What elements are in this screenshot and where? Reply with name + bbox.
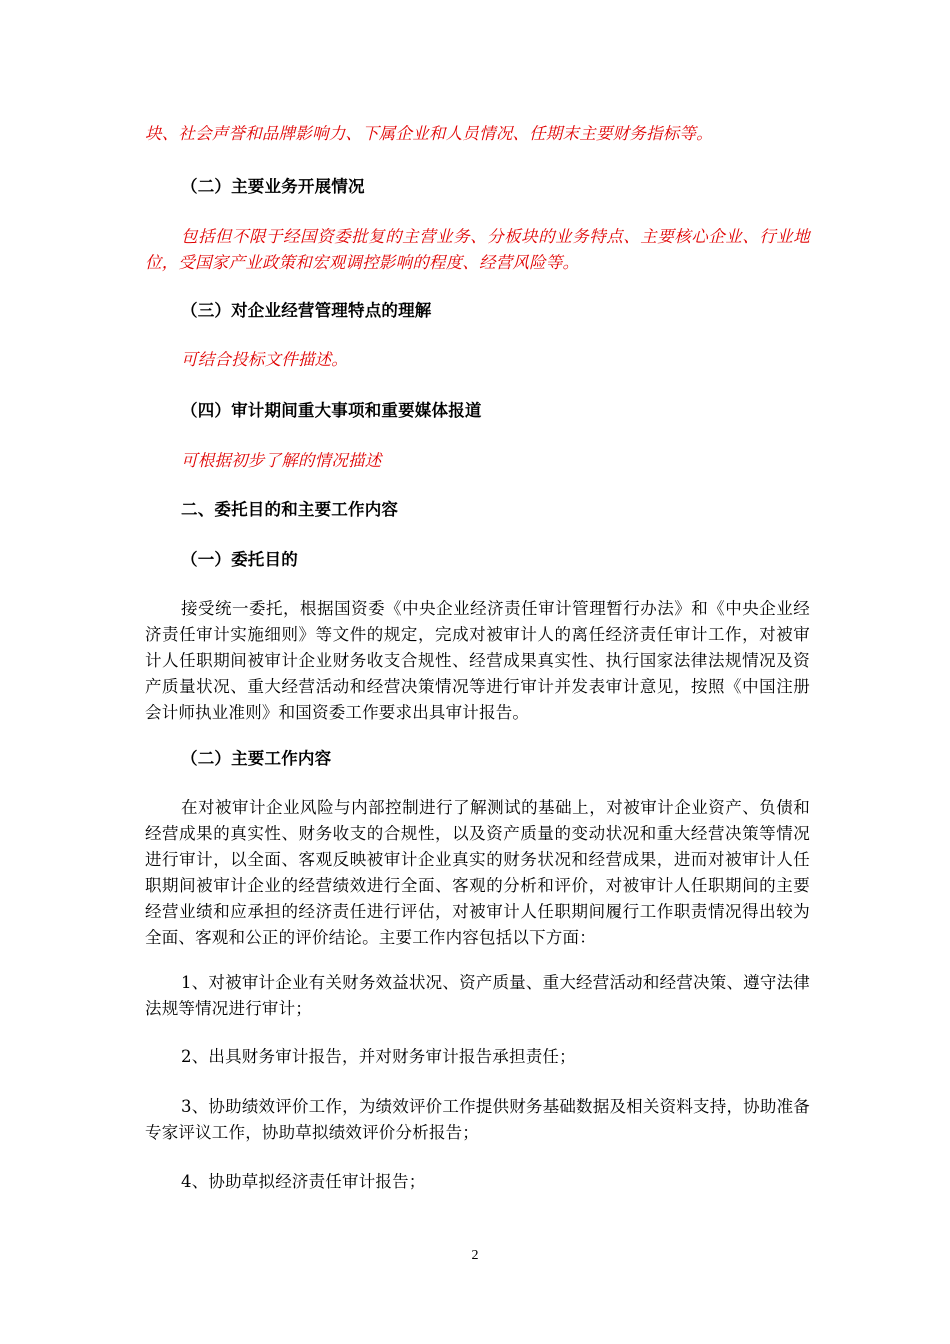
red-note-main-business: 包括但不限于经国资委批复的主营业务、分板块的业务特点、主要核心企业、行业地位，受国家产业政策和宏观调控影响的程度、经营风险等。	[145, 227, 810, 272]
section-heading-main-work: （二）主要工作内容	[181, 749, 332, 768]
red-note-intro-tail: 块、社会声誉和品牌影响力、下属企业和人员情况、任期末主要财务指标等。	[145, 124, 713, 143]
section-heading-main-business: （二）主要业务开展情况	[181, 177, 365, 196]
page-number: 2	[471, 1248, 479, 1263]
red-note-major-events: 可根据初步了解的情况描述	[181, 451, 382, 470]
paragraph-main-work: 在对被审计企业风险与内部控制进行了解测试的基础上，对被审计企业资产、负债和经营成果的真实性、财务收支的合规性，以及资产质量的变动状况和重大经营决策等情况进行审计，以全面、客观反映被审计企业真实的财务状况和经营成果，进而对被审计人任职期间被审计企业的经营绩效进行全面、客观的分析和评价，对被审计人任职期间的主要经营业绩和应承担的经济责任进行评估，对被审计人任职期间履行工作职责情况得出较为全面、客观和公正的评价结论。主要工作内容包括以下方面：	[145, 798, 810, 947]
section-heading-major-events: （四）审计期间重大事项和重要媒体报道	[181, 401, 482, 420]
list-item-4: 4、协助草拟经济责任审计报告；	[181, 1172, 426, 1191]
section-heading-management-features: （三）对企业经营管理特点的理解	[181, 301, 432, 320]
red-note-management-features: 可结合投标文件描述。	[181, 350, 348, 369]
section-heading-purpose: （一）委托目的	[181, 550, 298, 569]
list-item-1: 1、对被审计企业有关财务效益状况、资产质量、重大经营活动和经营决策、遵守法律法规等情况进行审计；	[145, 973, 810, 1018]
list-item-2: 2、出具财务审计报告，并对财务审计报告承担责任；	[181, 1047, 576, 1066]
paragraph-purpose: 接受统一委托，根据国资委《中央企业经济责任审计管理暂行办法》和《中央企业经济责任审计实施细则》等文件的规定，完成对被审计人的离任经济责任审计工作，对被审计人任职期间被审计企业财务收支合规性、经营成果真实性、执行国家法律法规情况及资产质量状况、重大经营活动和经营决策情况等进行审计并发表审计意见，按照《中国注册会计师执业准则》和国资委工作要求出具审计报告。	[145, 599, 810, 722]
section-heading-purpose-and-work: 二、委托目的和主要工作内容	[181, 500, 399, 519]
list-item-3: 3、协助绩效评价工作，为绩效评价工作提供财务基础数据及相关资料支持，协助准备专家评议工作，协助草拟绩效评价分析报告；	[145, 1097, 810, 1142]
